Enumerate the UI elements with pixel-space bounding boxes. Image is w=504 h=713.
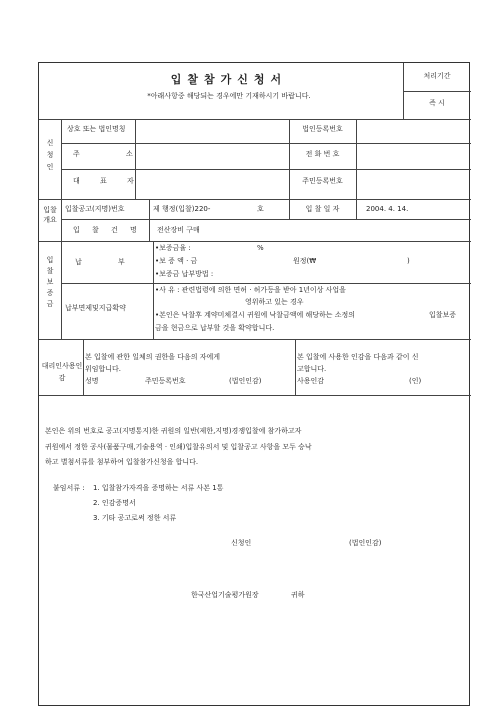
applicant-section-label: 신청인 [46,139,54,171]
attachment-item-1: 1. 입찰참가자격을 증명하는 서류 사본 1통 [93,484,224,492]
agent-seal-label: 대리인사용인감 [41,362,83,382]
bid-case-label: 입 찰 건 명 [73,226,137,234]
signature-seal-label: (법인인감) [349,539,382,547]
exemption-line-2: 영위하고 있는 경우 [245,298,304,306]
bond-amount-tail: 원정(₩ [293,257,317,265]
bond-rate-unit: % [257,244,264,252]
seal-used-label: 사용인감 [297,377,325,385]
declaration-line-2: 귀원에서 정한 공사(물품구매,기술용역 · 인쇄)입찰유의서 및 입찰공고 사항을 모두 승낙 [45,443,312,451]
resident-number-label: 주민등록번호 [302,177,343,185]
signature-applicant-label: 신청인 [231,539,252,547]
bid-notice-value: 제 행정(입찰)220- [153,205,211,213]
application-form [38,62,470,706]
delegation-resident-label: 주민등록번호 [145,377,186,385]
bid-notice-suffix: 호 [257,205,264,213]
address-label: 주 소 [73,150,133,158]
bid-date-label: 입 찰 일 자 [305,205,340,213]
delegation-name-label: 성명 [85,377,99,385]
bid-date-value: 2004. 4. 14. [366,205,409,213]
exemption-line-3b: 입찰보증 [429,311,457,319]
bond-rate-line: •보증금율 : [155,244,191,252]
bid-overview-label: 입찰개요 [43,206,57,224]
attachment-item-3: 3. 기타 공고로써 정한 서류 [93,514,177,522]
exemption-line-3: •본인은 낙찰후 계약미체결시 귀원에 낙찰금액에 해당하는 소정의 [155,311,356,319]
exemption-label: 납부면제및지급확약 [65,304,126,312]
bond-amount-line: •보 증 액 · 금 [155,257,198,265]
bid-notice-label: 입찰공고(지명)번호 [65,205,125,213]
bid-bond-label: 입찰보증금 [46,256,54,308]
exemption-line-1: •사 유 : 관련법령에 의한 면허 · 허가등을 받아 1년이상 사업을 [155,286,346,294]
exemption-line-4: 금을 현금으로 납부할 것을 확약합니다. [155,324,275,332]
seal-used-mark: (인) [409,377,422,385]
addressee-honorific: 귀하 [291,591,305,599]
processing-period-label: 처리기간 [423,72,451,80]
bond-amount-close: ) [407,257,410,265]
form-title: 입찰참가신청서 [170,73,288,86]
addressee: 한국산업기술평가원장 [191,591,259,599]
attachments-label: 붙임서류 : [53,484,85,492]
processing-period-value: 즉 시 [429,99,445,107]
bid-case-value: 전산장비 구매 [157,226,200,234]
declaration-line-3: 하고 별첨서류를 첨부하여 입찰참가신청을 합니다. [45,458,199,466]
delegation-line-2: 위임합니다. [85,365,122,373]
declaration-line-1: 본인은 위의 번호로 공고(지명통지)한 귀원의 일반(제한,지명)경쟁입찰에 참가하고자 [45,427,302,435]
attachment-item-2: 2. 인감증명서 [93,499,136,507]
form-note: *아래사항중 해당되는 경우에만 기재하시기 바랍니다. [147,92,311,100]
ceo-label: 대 표 자 [73,177,134,185]
company-name-label: 상호 또는 법인명칭 [67,125,126,133]
corp-reg-label: 법인등록번호 [302,125,343,133]
delegation-seal-label: (법인인감) [229,377,262,385]
phone-label: 전 화 번 호 [305,150,340,158]
bond-payment-label: 납 부 [75,258,125,266]
bond-method-line: •보증금 납부방법 : [155,270,214,278]
seal-report-line-2: 고합니다. [297,365,327,373]
seal-report-line-1: 본 입찰에 사용한 인감을 다음과 같이 신 [297,353,419,361]
delegation-line-1: 본 입찰에 관한 일체의 권한을 다음의 자에게 [85,353,221,361]
